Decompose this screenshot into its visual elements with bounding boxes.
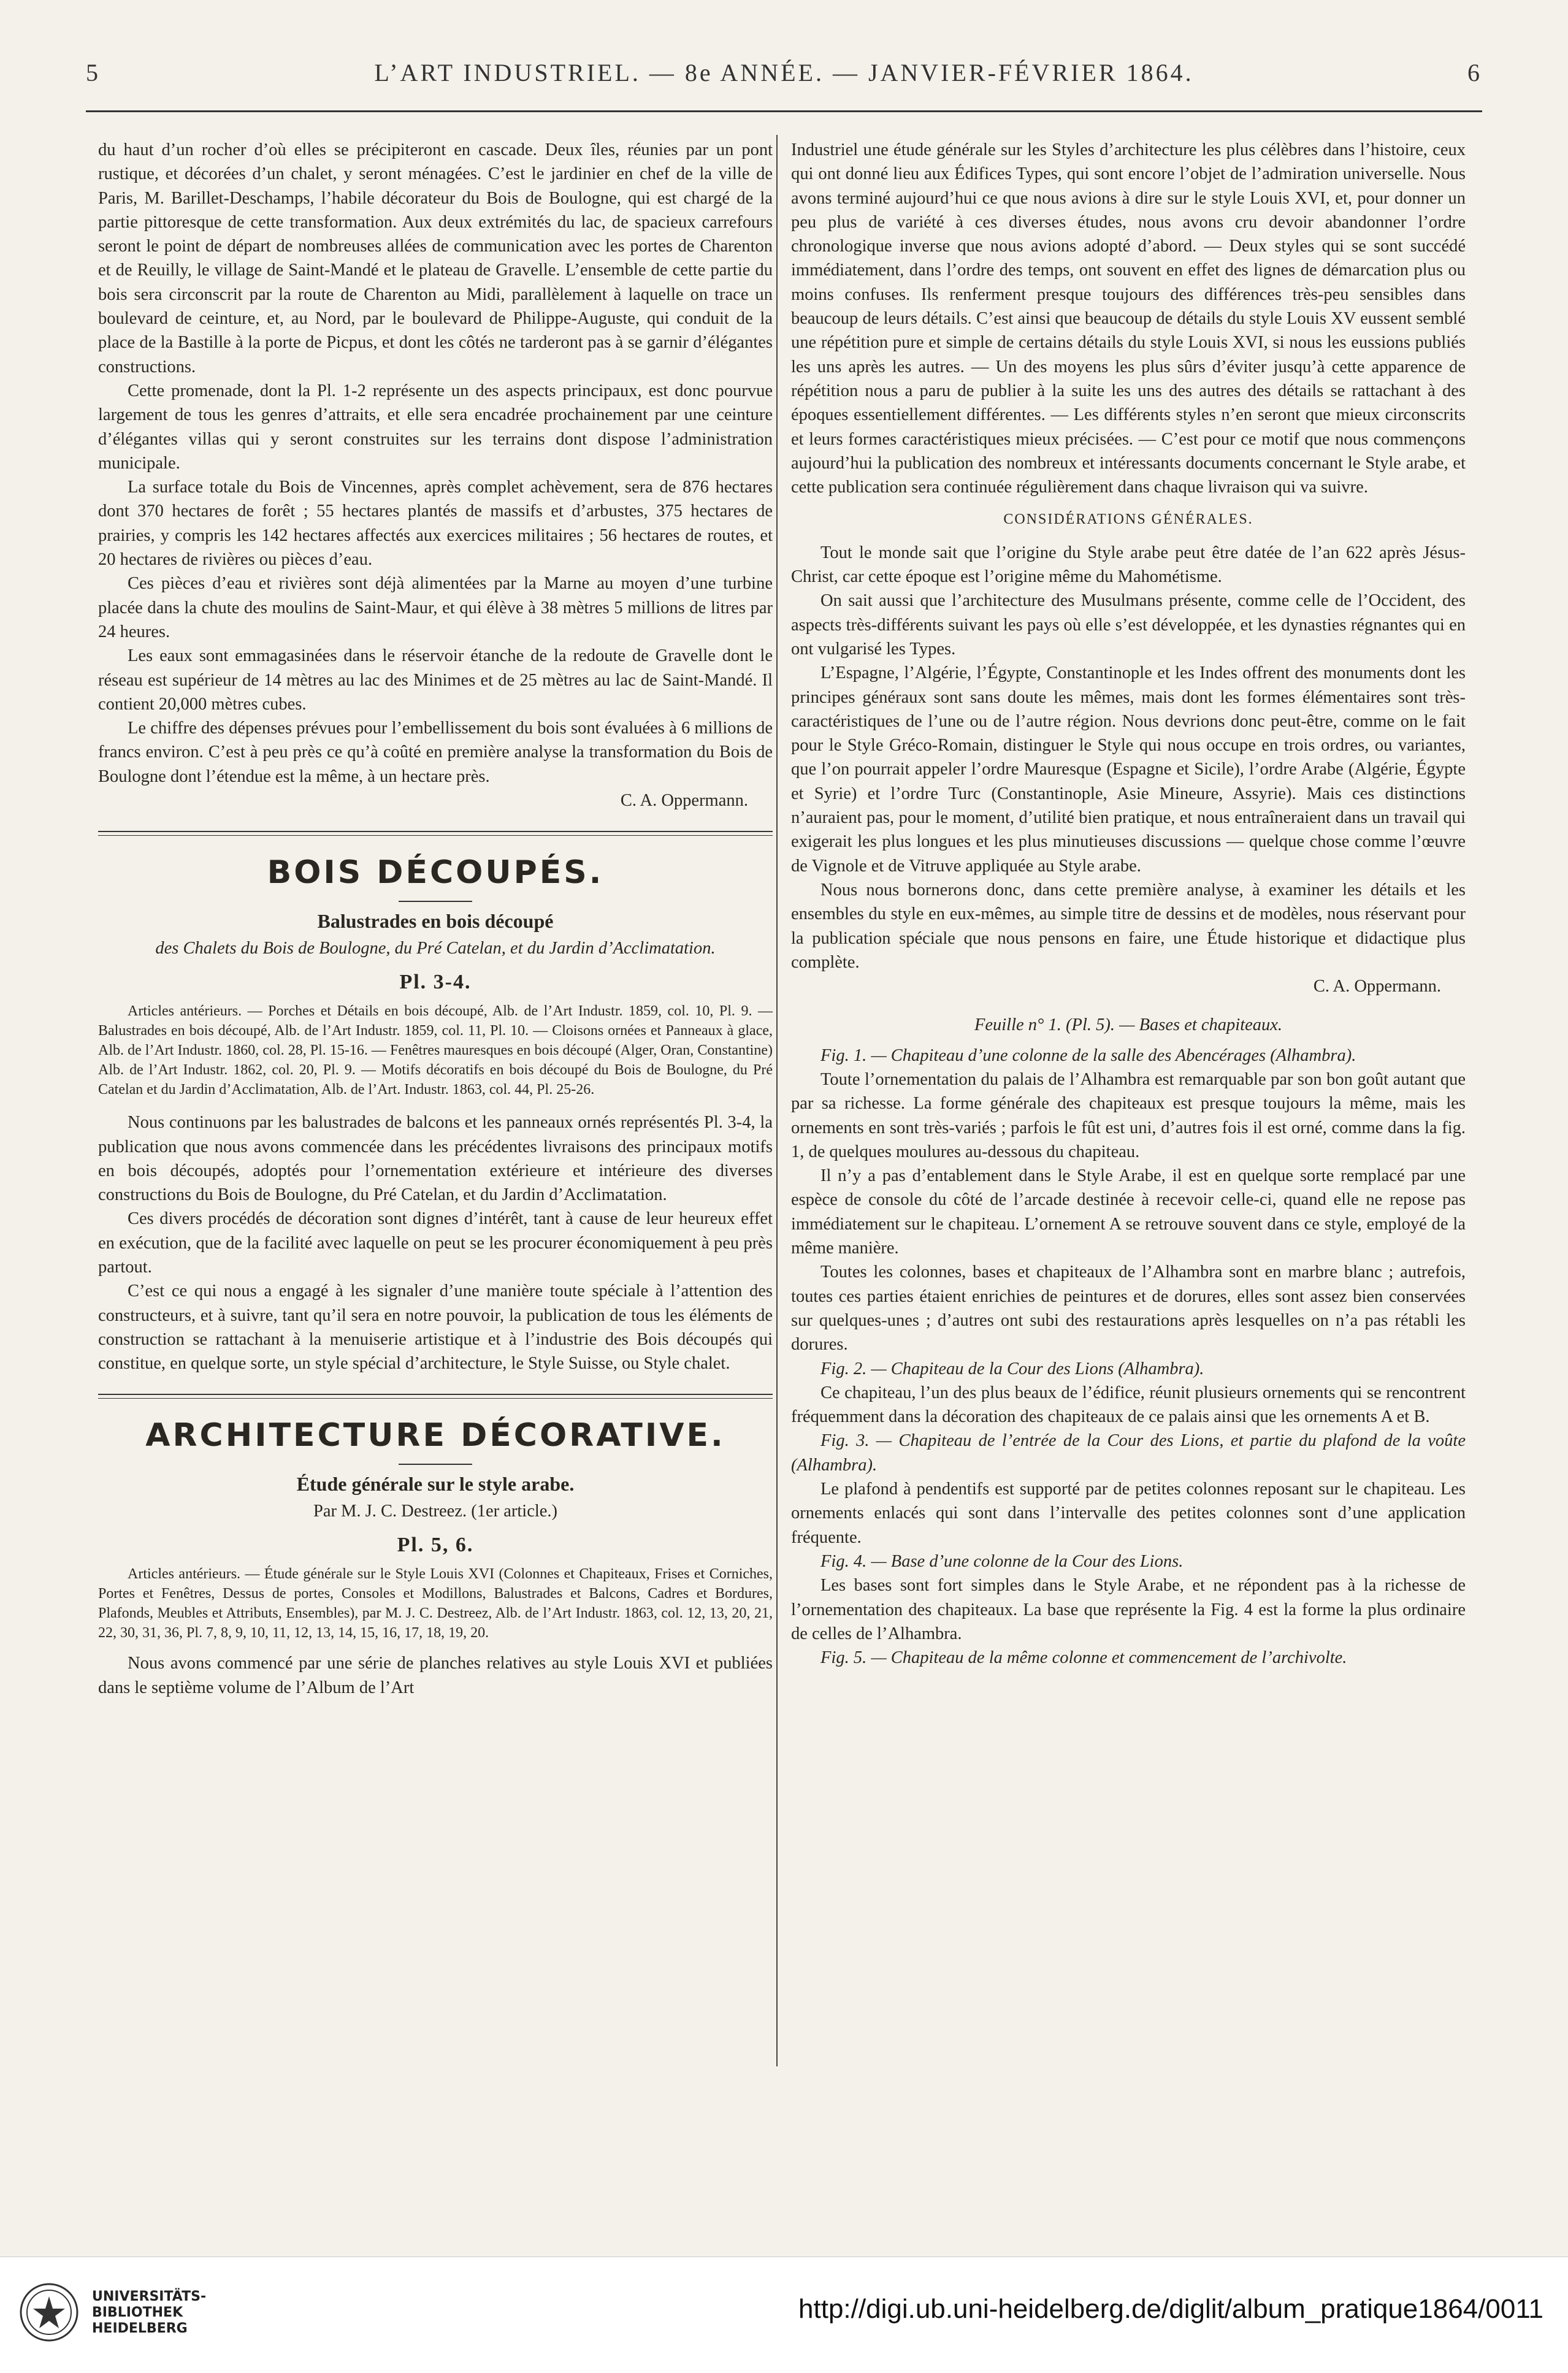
paragraph: Nous avons commencé par une série de planches relatives au style Louis XVI et publiées dans le septième volume de l’Album de l’Art xyxy=(98,1654,773,1697)
library-name-line: BIBLIOTHEK xyxy=(92,2305,183,2320)
subheading: CONSIDÉRATIONS GÉNÉRALES. xyxy=(1003,511,1253,528)
paragraph: Les eaux sont emmagasinées dans le réservoir étanche de la redoute de Gravelle dont le réseau est supérieur de 14 mètres au lac des Minimes et de 25 mètres au lac de Saint-Mandé. Il contient 20,000 mètres cubes. xyxy=(98,646,773,714)
paragraph: Le chiffre des dépenses prévues pour l’embellissement du bois sont évaluées à 6 millions de francs environ. C’est à peu près ce qu’à coûté en première analyse la transformation du Bois de Boulogne dont l’étendue est la même, à un hectare près. xyxy=(98,719,773,786)
short-rule xyxy=(399,1464,472,1465)
paragraph: Industriel une étude générale sur les Styles d’architecture les plus célèbres dans l’histoire, ceux qui ont donné lieu aux Édifices Types, qui sont encore l’objet de l’admiration universelle. Nous avons terminé aujourd’hui ce que nous avions à dire sur le style Louis XVI, et, pour donner un peu plus de variété à ces diverses études, nous avons cru devoir abandonner l’ordre chronologique inverse que nous avions adopté d’abord. — Deux styles qui se sont succédé immédiatement, dans l’ordre des temps, ont souvent en effet des lignes de démarcation plus ou moins confuses. Ils renferment presque toujours des différences très-peu sensibles dans beaucoup de leurs détails. C’est ainsi que beaucoup de détails du style Louis XV eussent semblé une répétition pure et simple de certains détails du style Louis XVI, si nous les eussions publiés les uns après les autres. — Un des moyens les plus sûrs d’éviter jusqu’à cette apparence de répétition nous a paru de publier à la suite les uns des autres des détails se rattachant à des époques essentiellement différentes. — Les différents styles n’en seront que mieux circonscrits et leurs formes caractéristiques mieux précisées. — C’est pour ce motif que nous commençons aujourd’hui la publication des nombreux et intéressants documents concernant le Style arabe, et cette publication sera continuée régulièrement dans chaque livraison qui va suivre. xyxy=(791,140,1466,497)
section-title-architecture: ARCHITECTURE DÉCORATIVE. xyxy=(145,1417,725,1454)
library-name-line: HEIDELBERG xyxy=(92,2321,188,2336)
header-rule xyxy=(86,110,1482,112)
section-title-bois: BOIS DÉCOUPÉS. xyxy=(267,854,604,892)
figure-caption: Fig. 1. — Chapiteau d’une colonne de la salle des Abencérages (Alhambra). xyxy=(820,1045,1356,1065)
figure-caption: Fig. 3. — Chapiteau de l’entrée de la Cour des Lions, et partie du plafond de la voûte (Alhambra). xyxy=(791,1431,1466,1475)
previous-articles: Articles antérieurs. — Porches et Détails en bois découpé, Alb. de l’Art Industr. 1859, col. 10, Pl. 9. — Balustrades en bois découpé, Alb. de l’Art Industr. 1859, col. 11, Pl. 10. — Cloisons ornées et Panneaux à glace, Alb. de l’Art Industr. 1860, col. 28, Pl. 15-16. — Fenêtres mauresques en bois découpé (Alger, Oran, Constantine) Alb. de l’Art Industr. 1862, col. 20, Pl. 9. — Motifs décoratifs en bois découpé du Bois de Boulogne, du Pré Catelan et du Jardin d’Acclimatation, Alb. de l’Art. Industr. 1863, col. 44, Pl. 25-26. xyxy=(98,1003,773,1098)
section-separator xyxy=(98,831,773,836)
paragraph: Nous continuons par les balustrades de balcons et les panneaux ornés représentés Pl. 3-4, la publication que nous avons commencée dans les précédentes livraisons des principaux motifs en bois découpés, adoptés pour l’ornementation extérieure et intérieure des diverses constructions du Bois de Boulogne, du Pré Catelan, et du Jardin d’Acclimatation. xyxy=(98,1113,773,1205)
paragraph: du haut d’un rocher d’où elles se précipiteront en cascade. Deux îles, réunies par un pont rustique, et décorées d’un chalet, y seront ménagées. C’est le jardinier en chef de la ville de Paris, M. Barillet-Deschamps, l’habile décorateur du Bois de Boulogne, qui est chargé de la partie pittoresque de cette transformation. Aux deux extrémités du lac, de spacieux carrefours seront le point de départ de nombreuses allées de communication avec les portes de Charenton et de Reuilly, le village de Saint-Mandé et le plateau de Gravelle. L’ensemble de cette partie du bois sera circonscrit par la route de Charenton au Midi, parallèlement à laquelle on trace un boulevard de ceinture, et, au Nord, par le boulevard de Philippe-Auguste, qui conduit de la place de la Bastille à la porte de Picpus, et dont les côtés ne tarderont pas à se garnir d’élégantes constructions. xyxy=(98,140,773,376)
source-url-link[interactable]: http://digi.ub.uni-heidelberg.de/diglit/album_pratique1864/0011 xyxy=(798,2294,1543,2324)
signature: C. A. Oppermann. xyxy=(620,791,748,811)
author-line: Par M. J. C. Destreez. (1er article.) xyxy=(313,1501,558,1521)
university-seal-icon xyxy=(18,2282,80,2343)
page-number-right: 6 xyxy=(1467,59,1482,86)
subtitle: Étude générale sur le style arabe. xyxy=(296,1473,575,1496)
left-column xyxy=(98,138,773,1700)
signature: C. A. Oppermann. xyxy=(1313,977,1441,996)
library-footer xyxy=(0,2256,1568,2373)
previous-articles: Articles antérieurs. — Étude générale sur le Style Louis XVI (Colonnes et Chapiteaux, Frises et Corniches, Portes et Fenêtres, Dessus de portes, Consoles et Modillons, Balustrades et Balcons, Cadres et Bordures, Plafonds, Meubles et Attributs, Ensembles), par M. J. C. Destreez, Alb. de l’Art Industr. 1863, col. 12, 13, 20, 21, 22, 30, 31, 36, Pl. 7, 8, 9, 10, 11, 12, 13, 14, 15, 16, 17, 18, 19, 20. xyxy=(98,1566,773,1641)
sheet-heading: Feuille n° 1. (Pl. 5). — Bases et chapiteaux. xyxy=(974,1015,1283,1035)
column-divider xyxy=(776,135,778,2066)
paragraph: L’Espagne, l’Algérie, l’Égypte, Constantinople et les Indes offrent des monuments dont les principes généraux sont sans doute les mêmes, mais dont les formes élémentaires sont très-caractéristiques de l’une ou de l’autre région. Nous devrions donc peut-être, comme on le fait pour le Style Gréco-Romain, distinguer le Style qui nous occupe en trois ordres, ou variantes, que l’on pourrait appeler l’ordre Mauresque (Espagne et Sicile), l’ordre Arabe (Algérie, Égypte et Syrie) et l’ordre Turc (Constantinople, Asie Mineure, Assyrie). Mais ces distinctions n’auraient pas, pour le moment, d’utilité bien pratique, et nous entraîneraient dans un travail qui exigerait les plus longues et les plus minutieuses discussions — quelque chose comme l’œuvre de Vignole et de Vitruve appliquée au Style arabe. xyxy=(791,663,1466,876)
library-name xyxy=(92,2289,206,2337)
paragraph: Nous nous bornerons donc, dans cette première analyse, à examiner les détails et les ensembles du style en eux-mêmes, au simple titre de dessins et de modèles, nous réservant pour la publication spéciale que nous pensons en faire, une Étude historique et didactique plus complète. xyxy=(791,880,1466,972)
page-number-left: 5 xyxy=(86,59,101,86)
paragraph: Il n’y a pas d’entablement dans le Style Arabe, il est en quelque sorte remplacé par une espèce de console du côté de l’arcade destinée à recevoir celle-ci, quand elle ne repose pas immédiatement sur le chapiteau. L’ornement A se retrouve souvent dans ce style, employé de la même manière. xyxy=(791,1166,1466,1258)
paragraph: Toute l’ornementation du palais de l’Alhambra est remarquable par son bon goût autant que par sa richesse. La forme générale des chapiteaux est presque toujours la même, mais les ornements en sont très-variés ; parfois le fût est uni, d’autres fois il est orné, comme dans la fig. 1, de quelques moulures au-dessous du chapiteau. xyxy=(791,1069,1466,1161)
right-column xyxy=(791,138,1466,1670)
figure-caption: Fig. 5. — Chapiteau de la même colonne et commencement de l’archivolte. xyxy=(820,1648,1347,1668)
paragraph: Le plafond à pendentifs est supporté par de petites colonnes reposant sur le chapiteau. Les ornements enlacés qui sont dans l’intervalle des petites colonnes sont d’une application fréquente. xyxy=(791,1480,1466,1547)
short-rule xyxy=(399,901,472,902)
journal-title: L’ART INDUSTRIEL. — 8e ANNÉE. — JANVIER-FÉVRIER 1864. xyxy=(374,59,1194,86)
plate-reference: Pl. 3-4. xyxy=(399,970,472,993)
paragraph: Ces divers procédés de décoration sont dignes d’intérêt, tant à cause de leur heureux effet en exécution, que de la facilité avec laquelle on peut se les procurer économiquement à peu près partout. xyxy=(98,1209,773,1277)
paragraph: Tout le monde sait que l’origine du Style arabe peut être datée de l’an 622 après Jésus-Christ, car cette époque est l’origine même du Mahométisme. xyxy=(791,543,1466,587)
paragraph: La surface totale du Bois de Vincennes, après complet achèvement, sera de 876 hectares dont 370 hectares de forêt ; 55 hectares plantés de massifs et d’arbustes, 375 hectares de prairies, y compris les 142 hectares affectés aux exercices militaires ; 56 hectares de routes, et 20 hectares de rivières ou pièces d’eau. xyxy=(98,478,773,570)
paragraph: Ce chapiteau, l’un des plus beaux de l’édifice, réunit plusieurs ornements qui se rencontrent fréquemment dans la décoration des chapiteaux de ce palais ainsi que les ornements A et B. xyxy=(791,1383,1466,1427)
subtitle-italic: des Chalets du Bois de Boulogne, du Pré Catelan, et du Jardin d’Acclimatation. xyxy=(155,938,716,958)
plate-reference: Pl. 5, 6. xyxy=(397,1534,474,1557)
figure-caption: Fig. 4. — Base d’une colonne de la Cour des Lions. xyxy=(820,1551,1184,1571)
running-header xyxy=(86,58,1482,101)
paragraph: Toutes les colonnes, bases et chapiteaux de l’Alhambra sont en marbre blanc ; autrefois, toutes ces parties étaient enrichies de peintures et de dorures, elles sont assez bien conservées sur quelques-unes ; d’autres ont subi des restaurations après lesquelles on n’a pas rétabli les dorures. xyxy=(791,1263,1466,1355)
paragraph: On sait aussi que l’architecture des Musulmans présente, comme celle de l’Occident, des aspects très-différents suivant les pays où elle s’est développée, et les dynasties régnantes qui en ont vulgarisé les Types. xyxy=(791,591,1466,659)
paragraph: Ces pièces d’eau et rivières sont déjà alimentées par la Marne au moyen d’une turbine placée dans la chute des moulins de Saint-Maur, et qui élève à 38 mètres 5 millions de litres par 24 heures. xyxy=(98,574,773,641)
paragraph: C’est ce qui nous a engagé à les signaler d’une manière toute spéciale à l’attention des constructeurs, et à suivre, tant qu’il sera en notre pouvoir, la publication de tous les éléments de construction se rattachant à la menuiserie artistique et à l’industrie des Bois découpés qui constitue, en quelque sorte, un style spécial d’architecture, le Style Suisse, ou Style chalet. xyxy=(98,1282,773,1374)
paragraph: Les bases sont fort simples dans le Style Arabe, et ne répondent pas à la richesse de l’ornementation des chapiteaux. La base que représente la Fig. 4 est la forme la plus ordinaire de celles de l’Alhambra. xyxy=(791,1576,1466,1643)
library-name-line: UNIVERSITÄTS- xyxy=(92,2289,207,2304)
paragraph: Cette promenade, dont la Pl. 1-2 représente un des aspects principaux, est donc pourvue largement de tous les genres d’attraits, et elle sera encadrée prochainement par une ceinture d’élégantes villas qui y seront construites sur les terrains dont dispose l’administration municipale. xyxy=(98,381,773,473)
figure-caption: Fig. 2. — Chapiteau de la Cour des Lions (Alhambra). xyxy=(820,1359,1204,1378)
subtitle: Balustrades en bois découpé xyxy=(317,910,554,933)
section-separator xyxy=(98,1394,773,1399)
